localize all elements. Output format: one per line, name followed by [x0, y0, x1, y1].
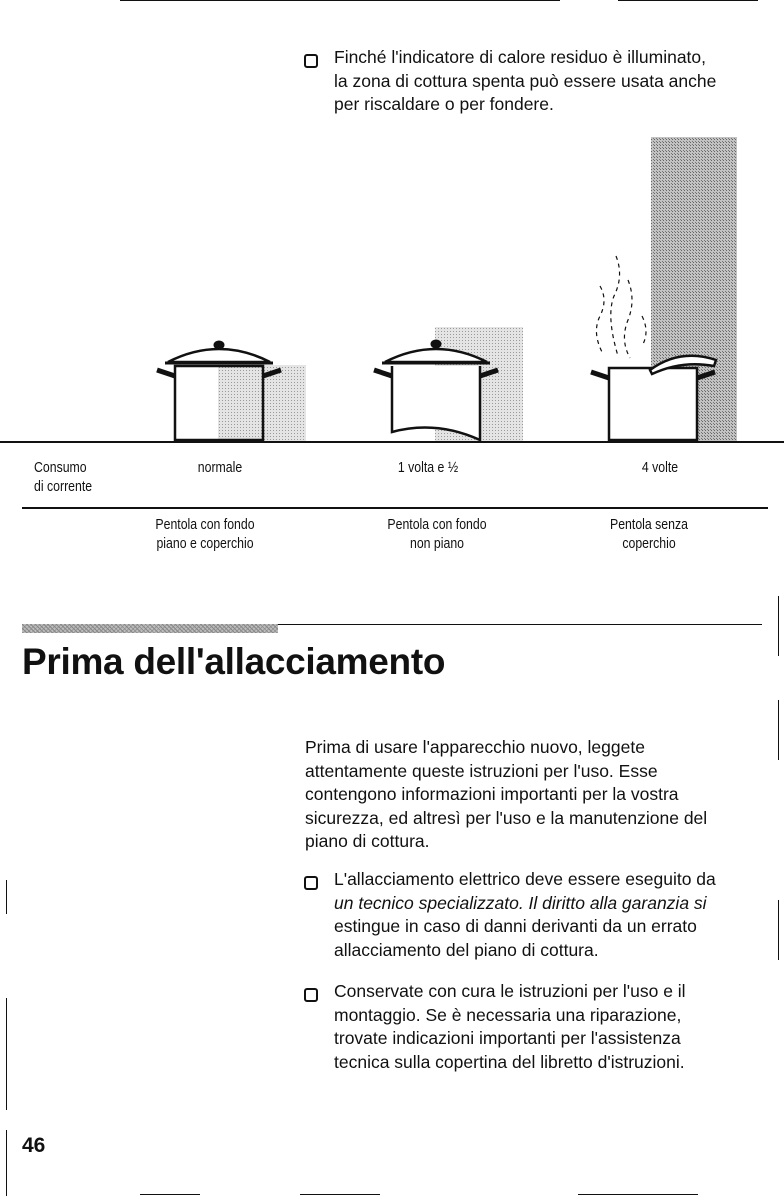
top-bullet-line: per riscaldare o per fondere. [334, 94, 554, 114]
checkbox-bullet-icon [304, 988, 318, 1002]
intro-line: attentamente queste istruzioni per l'uso. Esse [305, 760, 658, 781]
pot-label-flat [135, 515, 274, 553]
bullet2-line: montaggio. Se è necessaria una riparazione, [334, 1004, 682, 1025]
bullet1-text [334, 868, 764, 962]
bottom-rule [578, 1194, 698, 1195]
right-margin-mark [778, 700, 779, 760]
top-rule [120, 0, 560, 1]
top-bullet-text [334, 46, 764, 117]
heading-accent-bar [22, 624, 278, 633]
value-normal: normale [197, 459, 243, 476]
top-bullet-line: la zona di cottura spenta può essere usata anche [334, 70, 717, 91]
pot-label-line: coperchio [622, 535, 676, 552]
heading-rule [278, 624, 762, 625]
checkbox-bullet-icon [304, 876, 318, 890]
pot-label-line: Pentola senza [610, 516, 688, 533]
bullet2-line: Conservate con cura le istruzioni per l'uso e il [334, 981, 686, 1001]
steam-icon [596, 256, 646, 358]
bottom-rule [300, 1194, 380, 1195]
bullet2-line: trovate indicazioni importanti per l'assistenza [334, 1028, 681, 1048]
bottom-rule [140, 1194, 200, 1195]
bullet1-line: L'allacciamento elettrico deve essere eseguito da [334, 869, 716, 889]
row1-label-line: Consumo [34, 459, 87, 476]
bullet1-line: allacciamento del piano di cottura. [334, 939, 599, 960]
page-number: 46 [22, 1134, 46, 1157]
pot-label-line: Pentola con fondo [387, 516, 487, 533]
top-rule-right [618, 0, 758, 1]
right-margin-mark [778, 596, 779, 656]
intro-line: contengono informazioni importanti per la vostra [305, 784, 679, 804]
table-divider [22, 507, 768, 509]
intro-paragraph [305, 736, 755, 854]
bullet2-line: tecnica sulla copertina del libretto d'istruzioni. [334, 1051, 685, 1072]
row1-label-line: di corrente [34, 478, 93, 495]
pot-label-uneven [367, 515, 506, 553]
intro-line: sicurezza, ed altresì per l'uso e la manutenzione del [305, 807, 708, 828]
intro-line: piano di cottura. [305, 831, 430, 851]
pot-illustration [0, 130, 784, 446]
top-bullet-line: Finché l'indicatore di calore residuo è illuminato, [334, 47, 707, 67]
left-margin-mark [6, 880, 7, 914]
bullet2-text [334, 980, 764, 1074]
left-margin-mark [6, 998, 7, 1110]
checkbox-bullet-icon [304, 54, 318, 68]
bullet1-line: estingue in caso di danni derivanti da un errato [334, 916, 697, 936]
pot-label-line: piano e coperchio [156, 535, 254, 552]
bullet1-line-italic: un tecnico specializzato. Il diritto alla garanzia si [334, 892, 707, 913]
row1-label [34, 458, 92, 496]
pot-label-line: Pentola con fondo [155, 516, 255, 533]
left-margin-mark [6, 1130, 7, 1196]
right-margin-mark [778, 900, 779, 960]
pot-label-line: non piano [409, 535, 465, 552]
intro-line: Prima di usare l'apparecchio nuovo, leggete [305, 737, 645, 757]
value-one-and-half: 1 volta e ½ [397, 459, 459, 476]
section-title: Prima dell'allacciamento [22, 641, 446, 682]
pot-label-nolid [579, 515, 718, 553]
pot-without-lid [591, 356, 716, 440]
value-four-times: 4 volte [641, 459, 679, 476]
